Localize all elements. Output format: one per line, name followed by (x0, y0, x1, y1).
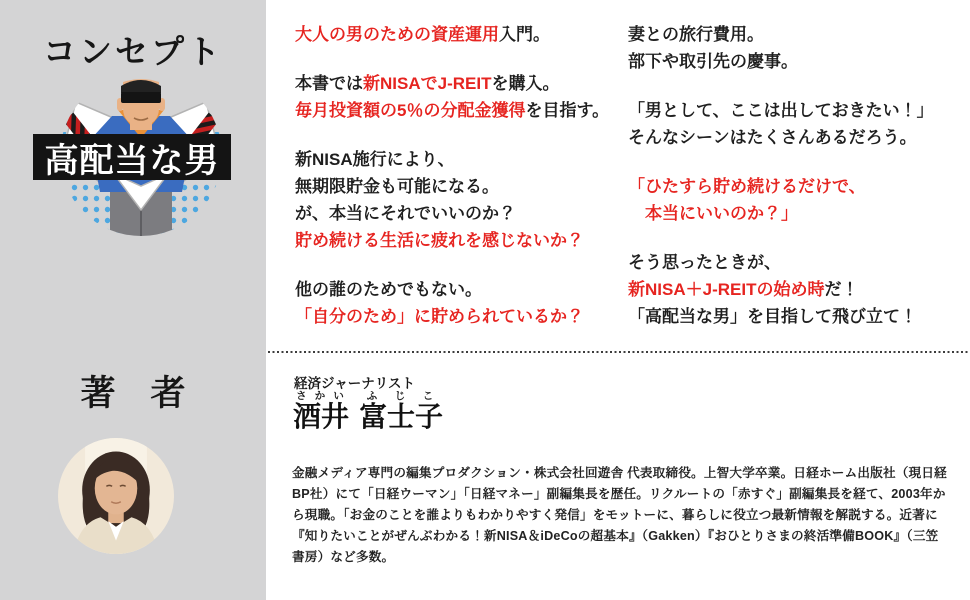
author-bio (292, 463, 947, 568)
concept-line (628, 200, 934, 227)
concept-line (628, 97, 934, 124)
concept-text-red: 大人の男のための資産運用 (295, 25, 499, 44)
author-bio-line: BP社）にて「日経ウーマン」「日経マネー」副編集長を歴任。リクルートの「赤すぐ」副編集長を経て、2003年か (292, 487, 946, 501)
concept-line (295, 70, 609, 97)
concept-text-red: 貯め続ける生活に疲れを感じないか？ (295, 231, 584, 250)
concept-text-red: 毎月投資額の5％の分配金獲得 (295, 101, 526, 120)
author-bio-line: ら現職。「お金のことを誰よりもわかりやすく発信」をモットーに、暮らしに役立つ最新情報を解説する。近著に (292, 508, 938, 522)
concept-line (295, 227, 609, 254)
concept-line (295, 146, 609, 173)
concept-line (295, 276, 609, 303)
concept-text: 部下や取引先の慶事。 (628, 52, 798, 71)
concept-line (295, 200, 609, 227)
author-role: 経済ジャーナリスト (294, 376, 415, 391)
concept-text: 本書では (295, 74, 363, 93)
concept-text: 妻との旅行費用。 (628, 25, 764, 44)
concept-text: が、本当にそれでいいのか？ (295, 204, 516, 223)
concept-line (628, 249, 934, 276)
concept-text: 入門。 (499, 25, 550, 44)
concept-column-right (628, 21, 934, 352)
concept-paragraph (295, 146, 609, 254)
concept-paragraph (628, 97, 934, 151)
concept-text: そんなシーンはたくさんあるだろう。 (628, 128, 917, 147)
concept-text: 新NISA施行により、 (295, 150, 455, 169)
left-sidebar (0, 0, 266, 600)
concept-text: 無期限貯金も可能になる。 (295, 177, 499, 196)
concept-line (295, 21, 609, 48)
author-bio-line: 『知りたいことがぜんぶわかる！新NISA＆iDeCoの超基本』（Gakken）『おひとりさまの終活準備BOOK』（三笠 (292, 529, 939, 543)
concept-text-red: 本当にいいのか？」 (628, 204, 798, 223)
concept-text: 他の誰のためでもない。 (295, 280, 482, 299)
author-bio-line: 書房）など多数。 (292, 550, 395, 564)
concept-text: を目指す。 (525, 101, 610, 120)
concept-paragraph (295, 21, 609, 48)
author-name-givenname: 富士子ふじこ (359, 390, 444, 432)
concept-line (295, 97, 609, 124)
author-name-surname: 酒井さかい (293, 390, 350, 432)
concept-text-red: 「自分のため」に貯められているか？ (295, 307, 584, 326)
concept-line (628, 303, 934, 330)
author-bio-line: 金融メディア専門の編集プロダクション・株式会社回遊舎 代表取締役。上智大学卒業。日経ホーム出版社（現日経 (292, 466, 947, 480)
concept-line (628, 276, 934, 303)
concept-text: 「男として、ここは出しておきたい！」 (628, 101, 934, 120)
concept-line (295, 303, 609, 330)
concept-heading: コンセプト (43, 33, 223, 70)
concept-line (628, 173, 934, 200)
concept-text: を購入。 (491, 74, 560, 93)
author-portrait-photo (58, 438, 174, 554)
concept-column-left (295, 21, 609, 352)
author-heading: 著 者 (80, 374, 186, 413)
concept-line (628, 48, 934, 75)
concept-paragraph (628, 249, 934, 330)
high-dividend-man-badge: 高配当な男 (33, 134, 231, 180)
concept-line (295, 173, 609, 200)
dotted-divider (268, 351, 970, 353)
concept-text: そう思ったときが、 (628, 253, 781, 272)
concept-paragraph (295, 276, 609, 330)
concept-text-red: 新NISA＋J-REITの始め時 (628, 280, 825, 299)
concept-text-red: 「ひたすら貯め続けるだけで、 (628, 177, 866, 196)
concept-paragraph (628, 21, 934, 75)
concept-paragraph (628, 173, 934, 227)
concept-text: 「高配当な男」を目指して飛び立て！ (628, 307, 917, 326)
concept-line (628, 124, 934, 151)
concept-paragraph (295, 70, 609, 124)
author-name (293, 390, 443, 435)
concept-text-red: 新NISAでJ-REIT (363, 74, 492, 93)
concept-text: だ！ (824, 280, 859, 299)
concept-line (628, 21, 934, 48)
